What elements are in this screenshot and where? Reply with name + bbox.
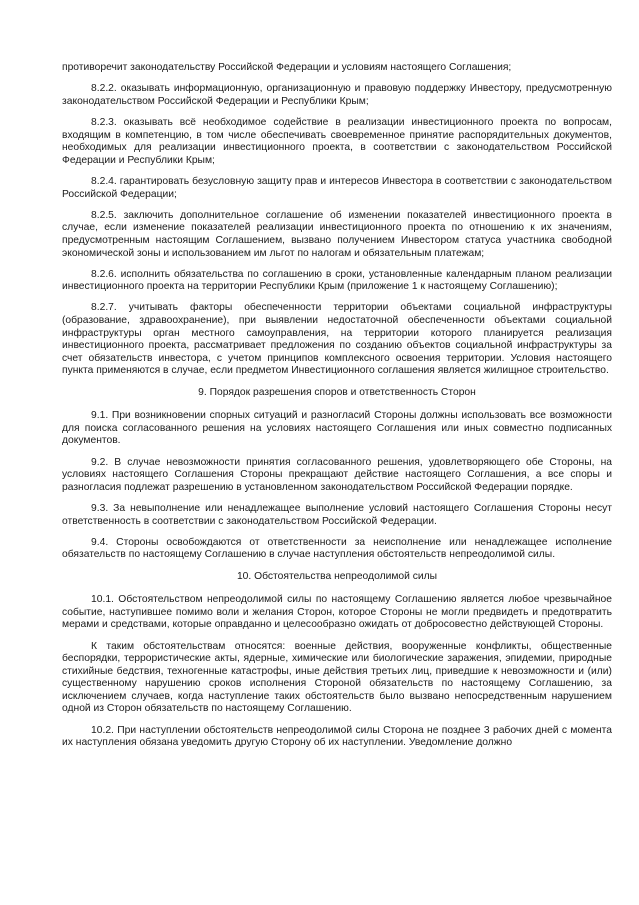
clause-9-1: 9.1. При возникновении спорных ситуаций и разногласий Стороны должны использовать все возможности для поиска согласованного решения на условиях настоящего Соглашения или иных совместно подписанных документов.: [62, 410, 612, 447]
clause-10-2: 10.2. При наступлении обстоятельств непреодолимой силы Сторона не позднее 3 рабочих дней с момента их наступления обязана уведомить другую Сторону об их наступлении. Уведомление должно: [62, 724, 612, 749]
clause-8-2-4: 8.2.4. гарантировать безусловную защиту прав и интересов Инвестора в соответствии с законодательством Российской Федерации;: [62, 175, 612, 200]
clause-8-2-2: 8.2.2. оказывать информационную, организационную и правовую поддержку Инвестору, предусмотренную законодательством Российской Федерации и Республики Крым;: [62, 83, 612, 107]
clause-8-2-7: 8.2.7. учитывать факторы обеспеченности территории объектами социальной инфраструктуры (образование, здравоохранение), при выявлении недостаточной обеспеченности объектами социальной инфраструктуры орган местного самоуправления, на территории которого планируется реализация инвестиционного проекта, рассматривает предложения по созданию объектов социальной инфраструктуры за счет обязательств инвестора, с учетом принципов комплексного освоения территории. Условия настоящего пункта применяются в случае, если предметом Инвестиционного соглашения является жилищное строительство.: [62, 302, 612, 377]
clause-10-1-list: К таким обстоятельствам относятся: военные действия, вооруженные конфликты, общественные беспорядки, террористические акты, ядерные, химические или биологические заражения, эпидемии, природные стихийные бедствия, техногенные катастрофы, иные действия третьих лиц, приведшие к невозможности и (или) существенному нарушению сроков исполнения Стороной обязательств по настоящему Соглашению, за исключением случаев, когда наступление таких обстоятельств было вызвано непосредственным нарушением одной из Сторон обязательств по настоящему Соглашению.: [62, 640, 612, 715]
clause-10-1: 10.1. Обстоятельством непреодолимой силы по настоящему Соглашению является любое чрезвычайное событие, наступившее помимо воли и желания Сторон, которое Стороны не могли предвидеть и предотвратить мерами и средствами, которые оправданно и целесообразно ожидать от добросовестно действующей Стороны.: [62, 594, 612, 631]
section-9-heading: 9. Порядок разрешения споров и ответственность Сторон: [198, 386, 476, 398]
clause-8-2-6: 8.2.6. исполнить обязательства по соглашению в сроки, установленные календарным планом реализации инвестиционного проекта на территории Республики Крым (приложение 1 к настоящему Соглашению);: [62, 268, 612, 293]
clause-9-3: 9.3. За невыполнение или ненадлежащее выполнение условий настоящего Соглашения Стороны несут ответственность в соответствии с законодательством Российской Федерации.: [62, 502, 612, 527]
clause-8-2-5: 8.2.5. заключить дополнительное соглашение об изменении показателей инвестиционного проекта в случае, если изменение показателей реализации инвестиционного проекта по отношению к их значениям, предусмотренным настоящим Соглашением, вызвано получением Инвестором статуса участника свободной экономической зоны и использованием им льгот по налогам и обязательным платежам;: [62, 209, 612, 259]
section-10-heading: 10. Обстоятельства непреодолимой силы: [236, 570, 438, 582]
clause-9-4: 9.4. Стороны освобождаются от ответственности за неисполнение или ненадлежащее исполнение обязательств по настоящему Соглашению в случае наступления обстоятельств непреодолимой силы.: [62, 536, 612, 561]
clause-9-2: 9.2. В случае невозможности принятия согласованного решения, удовлетворяющего обе Стороны, на условиях настоящего Соглашения Стороны прекращают действие настоящего Соглашения, а все споры и разногласия подлежат разрешению в установленном законодательством Российской Федерации порядке.: [62, 456, 612, 493]
clause-8-2-3: 8.2.3. оказывать всё необходимое содействие в реализации инвестиционного проекта по вопросам, входящим в компетенцию, в том числе обеспечивать своевременное принятие распорядительных документов, необходимых для реализации инвестиционного проекта, в соответствии с законодательством Российской Федерации и Республики Крым;: [62, 116, 612, 166]
continuation-text: противоречит законодательству Российской Федерации и условиям настоящего Соглашения;: [62, 62, 512, 73]
